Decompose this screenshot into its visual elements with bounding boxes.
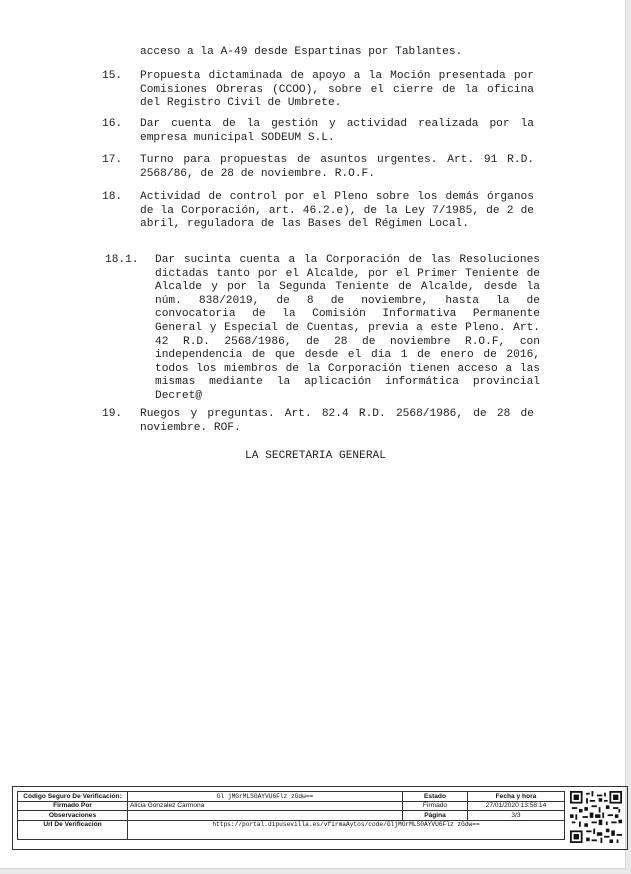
item-number: 18. [102, 191, 123, 203]
firmado-value: Alicia Gonzalez Carmona [128, 801, 403, 811]
agenda-item-15 [102, 70, 534, 111]
observaciones-label: Observaciones [18, 811, 128, 821]
code-label: Código Seguro De Verificación: [18, 792, 128, 802]
signature-title: LA SECRETARIA GENERAL [245, 450, 386, 462]
continuation-text: acceso a la A-49 desde Espartinas por Tablantes. [140, 46, 463, 58]
code-value: Gl jMGrMLS0AYVU6Flz zGdw== [128, 792, 403, 802]
item-text: Propuesta dictaminada de apoyo a la Moción presentada por Comisiones Obreras (CCOO), sobre el cierre de la oficina del Registro Civil de Umbrete. [140, 70, 534, 110]
fecha-label: Fecha y hora [468, 792, 565, 802]
url-label: Url De Verificación [18, 820, 128, 839]
agenda-item-18-1 [105, 254, 540, 404]
item-number: 17. [102, 154, 123, 166]
item-text: Turno para propuestas de asuntos urgentes. Art. 91 R.D. 2568/86, de 28 de noviembre. R.O.F. [140, 154, 534, 180]
verification-footer [12, 786, 628, 850]
agenda-item-16 [102, 118, 534, 145]
item-text: Dar sucinta cuenta a la Corporación de las Resoluciones dictadas tanto por el Alcalde, por el Primer Teniente de Alcalde y por la Segunda Teniente de Alcalde, desde la núm. 838/2019, de 8 de noviembre, hasta la de convocatoria de la Comisión Informativa Permanente General y Especial de Cuentas, previa a este Pleno. Art. 42 R.D. 2568/1986, de 28 de noviembre R.O.F, con independencia de que desde el dia 1 de enero de 2016, todos los miembros de la Corporación tienen acceso a las mismas mediante la aplicación informática provincial Decret@ [155, 254, 540, 402]
pagina-value: 3/3 [468, 811, 565, 821]
item-text: Ruegos y preguntas. Art. 82.4 R.D. 2568/1986, de 28 de noviembre. ROF. [140, 408, 534, 434]
item-number: 18.1. [105, 254, 139, 266]
item-number: 16. [102, 118, 123, 130]
url-value: https://portal.dipusevilla.es/vfirmaAytos/code/GljMGrMLS0AYVU6Flz zGdw== [128, 820, 565, 839]
agenda-item-17 [102, 154, 534, 181]
firmado-label: Firmado Por [18, 801, 128, 811]
pagina-label: Página [403, 811, 468, 821]
fecha-value: 27/01/2020 13:58:14 [468, 801, 565, 811]
item-number: 15. [102, 70, 123, 82]
observaciones-value [128, 811, 403, 821]
item-text: Actividad de control por el Pleno sobre los demás órganos de la Corporación, art. 46.2.e), de la Ley 7/1985, de 2 de abril, reguladora de las Bases del Régimen Local. [140, 191, 534, 231]
agenda-item-18 [102, 191, 534, 232]
agenda-item-19 [102, 408, 534, 435]
item-text: Dar cuenta de la gestión y actividad realizada por la empresa municipal SODEUM S.L. [140, 118, 534, 144]
verification-table [17, 791, 565, 840]
estado-value: Firmado [403, 801, 468, 811]
item-number: 19. [102, 408, 123, 420]
qr-code-icon [570, 791, 622, 843]
estado-label: Estado [403, 792, 468, 802]
